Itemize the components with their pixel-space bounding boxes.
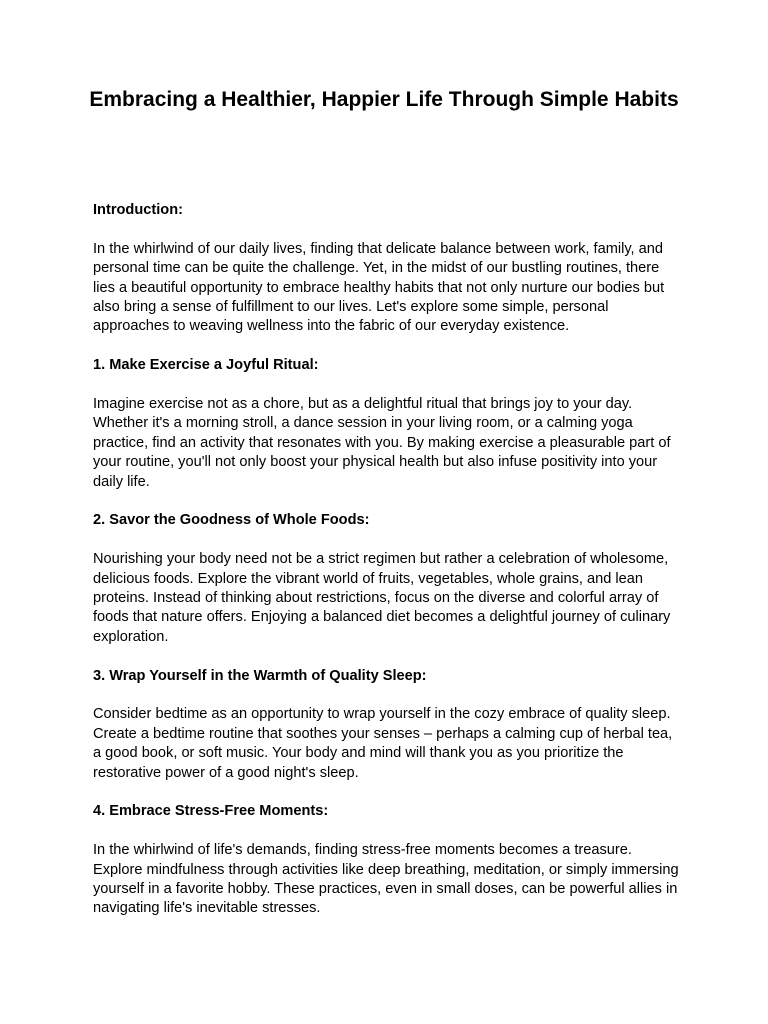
section-heading-exercise: 1. Make Exercise a Joyful Ritual: xyxy=(93,357,319,374)
section-paragraph-stress-free: In the whirlwind of life's demands, finding stress-free moments becomes a treasure. Explore mindfulness through activities like deep breathing, meditation, or simply immersing yourself in a favorite hobby. These practices, even in small doses, can be powerful allies in navigating life's inevitable stresses. xyxy=(93,842,679,917)
section-heading-stress-free: 4. Embrace Stress-Free Moments: xyxy=(93,803,329,820)
section-heading-whole-foods: 2. Savor the Goodness of Whole Foods: xyxy=(93,512,370,529)
intro-heading: Introduction: xyxy=(93,202,183,218)
section-paragraph-whole-foods: Nourishing your body need not be a strict regimen but rather a celebration of wholesome, delicious foods. Explore the vibrant world of fruits, vegetables, whole grains, and lean proteins. Instead of thinking about restrictions, focus on the diverse and colorful array of foods that nature offers. Enjoying a balanced diet becomes a delightful journey of culinary exploration. xyxy=(93,551,671,645)
section-heading-sleep: 3. Wrap Yourself in the Warmth of Quality Sleep: xyxy=(93,667,427,684)
intro-paragraph: In the whirlwind of our daily lives, finding that delicate balance between work, family, and personal time can be quite the challenge. Yet, in the midst of our bustling routines, there lies a beautiful opportunity to embrace healthy habits that not only nurture our bodies but also bring a sense of fulfillment to our lives. Let's explore some simple, personal approaches to weaving wellness into the fabric of our everyday existence. xyxy=(93,240,665,335)
document-body xyxy=(93,201,683,938)
document-title: Embracing a Healthier, Happier Life Through Simple Habits xyxy=(89,88,679,111)
section-paragraph-sleep: Consider bedtime as an opportunity to wrap yourself in the cozy embrace of quality sleep. Create a bedtime routine that soothes your senses – perhaps a calming cup of herbal tea, a good book, or soft music. Your body and mind will thank you as you prioritize the restorative power of a good night's sleep. xyxy=(93,706,673,781)
section-paragraph-exercise: Imagine exercise not as a chore, but as a delightful ritual that brings joy to your day. Whether it's a morning stroll, a dance session in your living room, or a calming yoga practice, find an activity that resonates with you. By making exercise a pleasurable part of your routine, you'll not only boost your physical health but also infuse positivity into your daily life. xyxy=(93,396,671,490)
